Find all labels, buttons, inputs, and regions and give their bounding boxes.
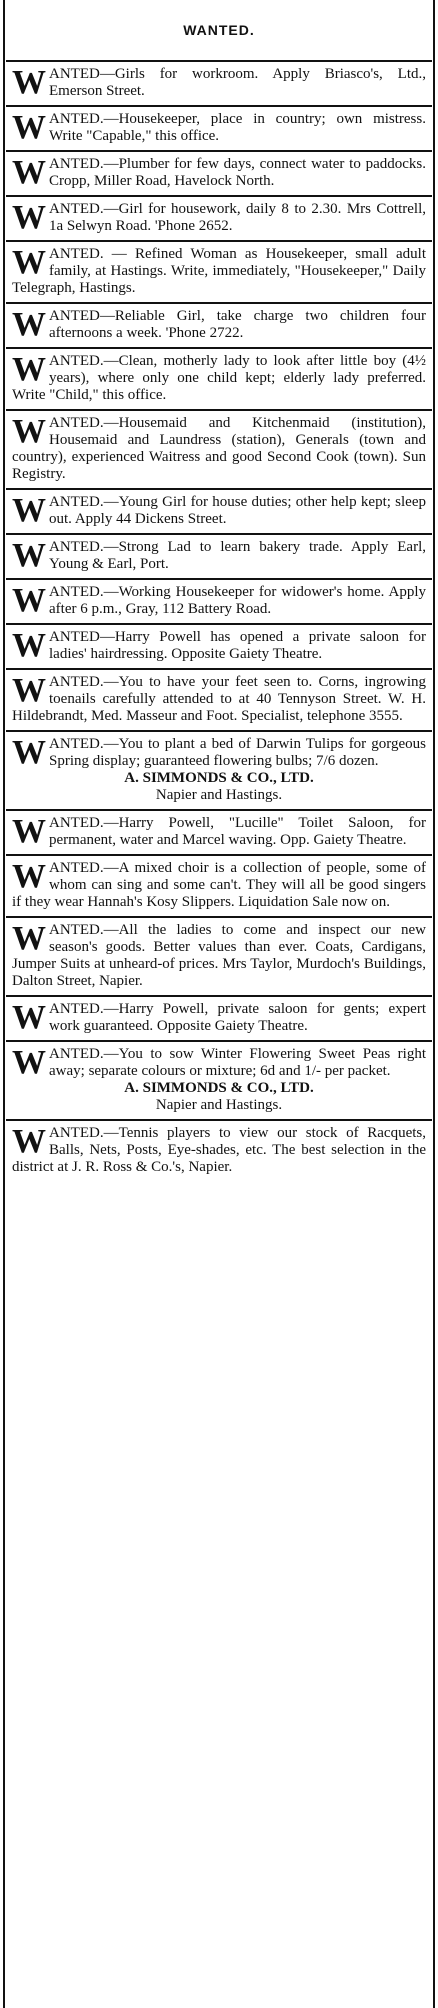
- ad-11: [6, 578, 432, 623]
- ad-10: [6, 533, 432, 578]
- drop-cap: W: [12, 734, 46, 771]
- ad-text: ANTED—Girls for workroom. Apply Briasco's, Ltd., Emerson Street.: [49, 66, 426, 99]
- ad-18: [6, 995, 432, 1040]
- ad-12: [6, 623, 432, 668]
- ad-14: [6, 730, 432, 809]
- drop-cap: W: [12, 920, 46, 957]
- ad-20: [6, 1119, 432, 1181]
- drop-cap: W: [12, 627, 46, 664]
- ad-6: [6, 302, 432, 347]
- section-heading: WANTED.: [183, 22, 255, 38]
- ad-text: ANTED.—Girl for housework, daily 8 to 2.30. Mrs Cottrell, 1a Selwyn Road. 'Phone 2652.: [49, 201, 426, 234]
- ad-text: ANTED—Reliable Girl, take charge two children four afternoons a week. 'Phone 2722.: [49, 308, 426, 341]
- drop-cap: W: [12, 351, 46, 388]
- advertiser-name: A. SIMMONDS & CO., LTD.: [124, 770, 314, 786]
- drop-cap: W: [12, 582, 46, 619]
- ad-text: ANTED.—Young Girl for house duties; other help kept; sleep out. Apply 44 Dickens Street.: [49, 494, 426, 527]
- drop-cap: W: [12, 199, 46, 236]
- drop-cap: W: [12, 1044, 46, 1081]
- ad-8: [6, 409, 432, 488]
- drop-cap: W: [12, 154, 46, 191]
- drop-cap: W: [12, 858, 46, 895]
- ad-7: [6, 347, 432, 409]
- drop-cap: W: [12, 306, 46, 343]
- ad-text: ANTED.—Working Housekeeper for widower's home. Apply after 6 p.m., Gray, 112 Battery Road.: [49, 584, 426, 617]
- ad-text: ANTED.—You to plant a bed of Darwin Tulips for gorgeous Spring display; guaranteed flowering bulbs; 7/6 dozen.: [49, 736, 426, 769]
- ad-text: ANTED.—You to sow Winter Flowering Sweet Peas right away; separate colours or mixture; 6d and 1/- per packet.: [49, 1046, 426, 1079]
- ad-text: ANTED.—You to have your feet seen to. Corns, ingrowing toenails carefully attended to at 40 Tennyson Street. W. H. Hildebrandt, Med. Masseur and Foot. Specialist, telephone 3555.: [12, 674, 426, 724]
- drop-cap: W: [12, 813, 46, 850]
- drop-cap: W: [12, 244, 46, 281]
- advertiser-location: Napier and Hastings.: [155, 787, 283, 803]
- ad-13: [6, 668, 432, 730]
- ad-4: [6, 195, 432, 240]
- ad-15: [6, 809, 432, 854]
- column-rule-left: [3, 0, 5, 2008]
- ad-text: ANTED.—Clean, motherly lady to look after little boy (4½ years), where only one child kept; elderly lady preferred. Write "Child," this office.: [12, 353, 426, 403]
- ad-text: ANTED.—All the ladies to come and inspect our new season's goods. Better values than ever. Coats, Cardigans, Jumper Suits at unheard-of prices. Mrs Taylor, Murdoch's Buildings, Dalton Street, Napier.: [12, 922, 426, 989]
- ad-text: ANTED. — Refined Woman as Housekeeper, small adult family, at Hastings. Write, immediately, "Housekeeper," Daily Telegraph, Hastings.: [12, 246, 426, 296]
- ad-3: [6, 150, 432, 195]
- ad-19: [6, 1040, 432, 1119]
- drop-cap: W: [12, 537, 46, 574]
- drop-cap: W: [12, 1123, 46, 1160]
- drop-cap: W: [12, 672, 46, 709]
- ad-2: [6, 105, 432, 150]
- ad-5: [6, 240, 432, 302]
- ad-16: [6, 854, 432, 916]
- ad-text: ANTED.—A mixed choir is a collection of people, some of whom can sing and some can't. They will all be good singers if they wear Hannah's Kosy Slippers. Liquidation Sale now on.: [12, 860, 426, 910]
- ad-text: ANTED.—Housemaid and Kitchenmaid (institution), Housemaid and Laundress (station), Generals (town and country), experienced Waitress and good Second Cook (town). Sun Registry.: [12, 415, 426, 482]
- ad-text: ANTED—Harry Powell has opened a private saloon for ladies' hairdressing. Opposite Gaiety Theatre.: [49, 629, 426, 662]
- column-rule-right: [433, 0, 435, 2008]
- ad-text: ANTED.—Strong Lad to learn bakery trade. Apply Earl, Young & Earl, Port.: [49, 539, 426, 572]
- ad-1: [6, 60, 432, 105]
- drop-cap: W: [12, 492, 46, 529]
- advertiser-location: Napier and Hastings.: [155, 1097, 283, 1113]
- drop-cap: W: [12, 64, 46, 101]
- drop-cap: W: [12, 999, 46, 1036]
- drop-cap: W: [12, 109, 46, 146]
- ad-text: ANTED.—Tennis players to view our stock of Racquets, Balls, Nets, Posts, Eye-shades, etc. The best selection in the district at J. R. Ross & Co.'s, Napier.: [12, 1125, 426, 1175]
- ad-text: ANTED.—Harry Powell, "Lucille" Toilet Saloon, for permanent, water and Marcel waving. Opp. Gaiety Theatre.: [49, 815, 426, 848]
- advertiser-name: A. SIMMONDS & CO., LTD.: [124, 1080, 314, 1096]
- ad-text: ANTED.—Housekeeper, place in country; own mistress. Write "Capable," this office.: [49, 111, 426, 144]
- ad-17: [6, 916, 432, 995]
- ad-9: [6, 488, 432, 533]
- ad-text: ANTED.—Harry Powell, private saloon for gents; expert work guaranteed. Opposite Gaiety Theatre.: [49, 1001, 426, 1034]
- drop-cap: W: [12, 413, 46, 450]
- ad-text: ANTED.—Plumber for few days, connect water to paddocks. Cropp, Miller Road, Havelock North.: [49, 156, 426, 189]
